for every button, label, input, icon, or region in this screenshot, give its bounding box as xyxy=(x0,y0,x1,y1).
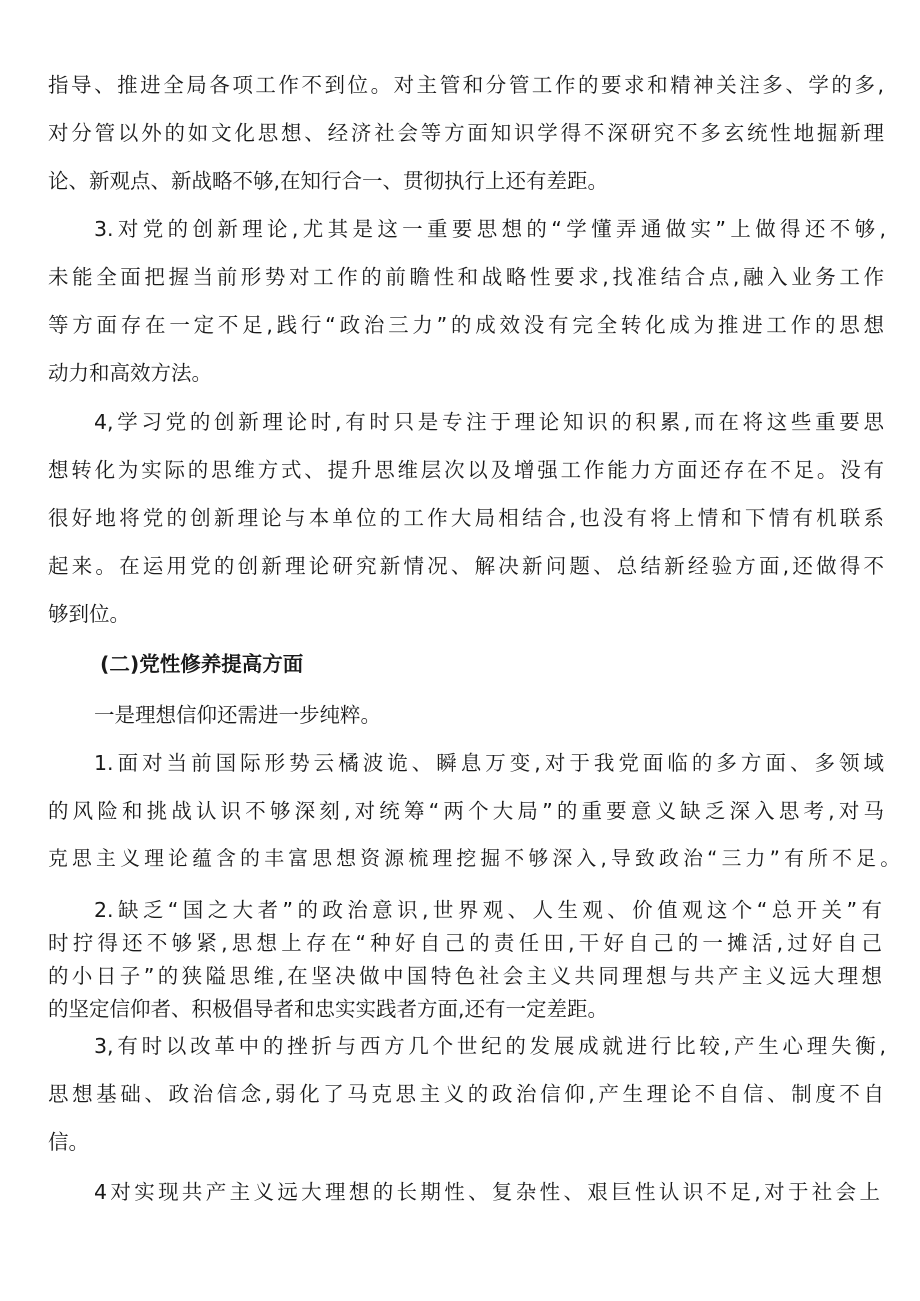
subheading: 一是理想信仰还需进一步纯粹。 xyxy=(94,703,381,727)
text-line: 对分管以外的如文化思想、经济社会等方面知识学得不深研究不多玄统性地掘新理 xyxy=(48,121,884,145)
text-line: 4对实现共产主义远大理想的长期性、复杂性、艰巨性认识不足,对于社会上 xyxy=(94,1180,880,1204)
text-line: 动力和高效方法。 xyxy=(48,361,212,385)
text-line: 够到位。 xyxy=(48,602,130,626)
text-line: 起来。在运用党的创新理论研究新情况、解决新问题、总结新经验方面,还做得不 xyxy=(48,554,884,578)
text-line: 想转化为实际的思维方式、提升思维层次以及增强工作能力方面还存在不足。没有 xyxy=(48,458,884,482)
text-line: 3.对党的创新理论,尤其是这一重要思想的“学懂弄通做实”上做得还不够, xyxy=(94,217,886,241)
text-line: 未能全面把握当前形势对工作的前瞻性和战略性要求,找准结合点,融入业务工作 xyxy=(48,265,884,289)
text-line: 克思主义理论蕴含的丰富思想资源梳理挖掘不够深入,导致政治“三力”有所不足。 xyxy=(48,847,900,870)
text-line: 4,学习党的创新理论时,有时只是专注于理论知识的积累,而在将这些重要思 xyxy=(94,410,884,434)
text-line: 很好地将党的创新理论与本单位的工作大局相结合,也没有将上情和下情有机联系 xyxy=(48,506,884,530)
text-line: 2.缺乏“国之大者”的政治意识,世界观、人生观、价值观这个“总开关”有 xyxy=(94,898,882,922)
text-line: 的风险和挑战认识不够深刻,对统筹“两个大局”的重要意义缺乏深入思考,对马 xyxy=(48,799,884,823)
text-line: 3,有时以改革中的挫折与西方几个世纪的发展成就进行比较,产生心理失衡, xyxy=(94,1034,886,1058)
text-line: 等方面存在一定不足,践行“政治三力”的成效没有完全转化成为推进工作的思想 xyxy=(48,313,884,337)
text-line: 信。 xyxy=(48,1130,89,1154)
text-line: 的坚定信仰者、积极倡导者和忠实实践者方面,还有一定差距。 xyxy=(48,997,609,1021)
text-line: 1.面对当前国际形势云橘波诡、瞬息万变,对于我党面临的多方面、多领域 xyxy=(94,751,884,775)
text-line: 思想基础、政治信念,弱化了马克思主义的政治信仰,产生理论不自信、制度不自 xyxy=(48,1082,884,1106)
text-line: 的小日子”的狭隘思维,在坚决做中国特色社会主义共同理想与共产主义远大理想 xyxy=(48,964,882,988)
text-line: 指导、推进全局各项工作不到位。对主管和分管工作的要求和精神关注多、学的多, xyxy=(48,73,884,97)
text-line: 论、新观点、新战略不够,在知行合一、贯彻执行上还有差距。 xyxy=(48,169,609,193)
text-line: 时拧得还不够紧,思想上存在“种好自己的责任田,干好自己的一摊活,过好自己 xyxy=(48,931,882,955)
section-heading: (二)党性修养提高方面 xyxy=(100,652,304,676)
